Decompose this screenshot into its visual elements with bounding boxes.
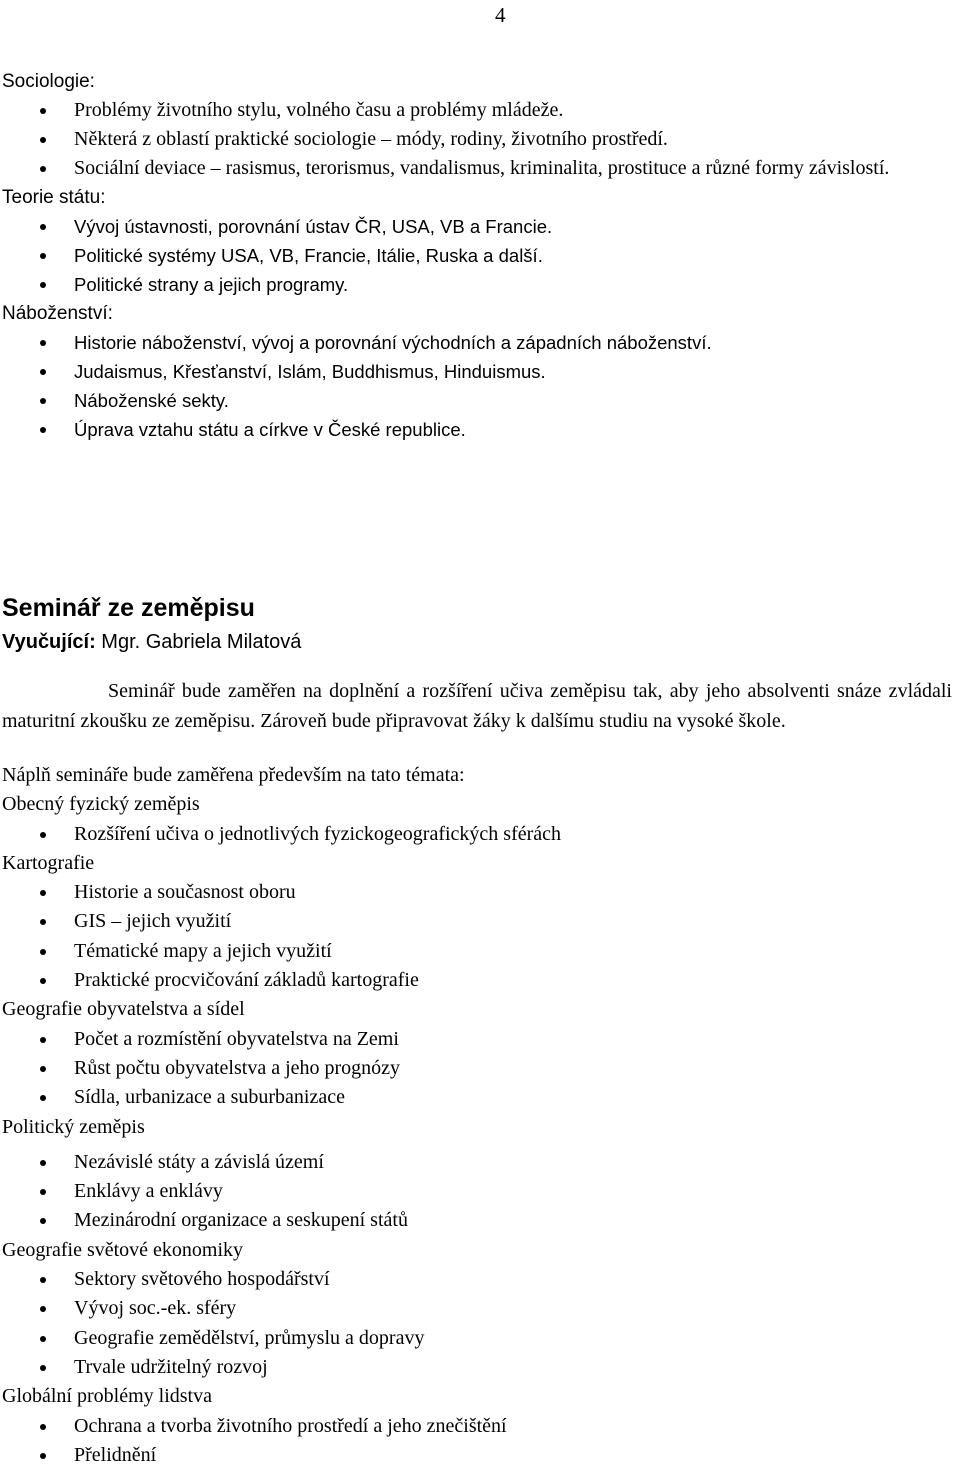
list-item: Ochrana a tvorba životního prostředí a jeho znečištění: [2, 1412, 952, 1441]
list-item: Sídla, urbanizace a suburbanizace: [2, 1083, 952, 1112]
topic-heading-economy: Geografie světové ekonomiky: [2, 1238, 244, 1261]
list-item: Tématické mapy a jejich využití: [2, 937, 952, 966]
bullet-icon: [40, 137, 46, 143]
bullet-icon: [40, 1424, 46, 1430]
topic-heading-political: Politický zeměpis: [2, 1115, 145, 1138]
list-item: Historie náboženství, vývoj a porovnání východních a západních náboženství.: [2, 328, 952, 357]
teacher-name: Mgr. Gabriela Milatová: [101, 631, 302, 653]
bullet-icon: [40, 1218, 46, 1224]
state-theory-list: [2, 212, 952, 299]
bullet-icon: [40, 1095, 46, 1101]
list-item: Náboženské sekty.: [2, 386, 952, 415]
list-item: Praktické procvičování základů kartografie: [2, 966, 952, 995]
list-item: Vývoj soc.-ek. sféry: [2, 1294, 952, 1323]
list-item: Sociální deviace – rasismus, terorismus, vandalismus, kriminalita, prostituce a různé formy závislostí.: [2, 154, 952, 183]
topic-heading-physical: Obecný fyzický zeměpis: [2, 793, 200, 816]
list-item: Politické strany a jejich programy.: [2, 270, 952, 299]
bullet-icon: [40, 166, 46, 172]
bullet-icon: [40, 1306, 46, 1312]
heading-sociology: Sociologie:: [2, 71, 95, 92]
topic-heading-population: Geografie obyvatelstva a sídel: [2, 998, 245, 1021]
topic-heading-global: Globální problémy lidstva: [2, 1385, 212, 1408]
list-item: Geografie zemědělství, průmyslu a dopravy: [2, 1324, 952, 1353]
list-item: Sektory světového hospodářství: [2, 1265, 952, 1294]
bullet-icon: [40, 1037, 46, 1043]
teacher-label: Vyučující:: [2, 631, 96, 653]
list-item: Vývoj ústavnosti, porovnání ústav ČR, USA, VB a Francie.: [2, 212, 952, 241]
list-item: Mezinárodní organizace a seskupení států: [2, 1206, 952, 1235]
list-item: Přelidnění: [2, 1441, 952, 1470]
sociology-list: [2, 96, 952, 183]
topic-heading-cartography: Kartografie: [2, 851, 95, 874]
topic-list-global: [2, 1412, 952, 1470]
bullet-icon: [40, 919, 46, 925]
seminar-intro: Seminář bude zaměřen na doplnění a rozšíření učiva zeměpisu tak, aby jeho absolventi snáze zvládali maturitní zkoušku ze zeměpisu. Zároveň bude připravovat žáky k dalšímu studiu na vysoké škole.: [2, 680, 952, 732]
bullet-icon: [40, 108, 46, 114]
bullet-icon: [40, 282, 46, 288]
bullet-icon: [40, 1277, 46, 1283]
heading-religion: Náboženství:: [2, 303, 113, 324]
bullet-icon: [40, 1336, 46, 1342]
topic-list-physical: [2, 820, 952, 849]
list-item: Některá z oblastí praktické sociologie – módy, rodiny, životního prostředí.: [2, 125, 952, 154]
bullet-icon: [40, 890, 46, 896]
topic-list-population: [2, 1025, 952, 1113]
list-item: Rozšíření učiva o jednotlivých fyzickogeografických sférách: [2, 820, 952, 849]
bullet-icon: [40, 1066, 46, 1072]
list-item: Úprava vztahu státu a církve v České republice.: [2, 415, 952, 444]
social-sciences-section: [2, 67, 952, 444]
list-item: Politické systémy USA, VB, Francie, Itálie, Ruska a další.: [2, 241, 952, 270]
bullet-icon: [40, 978, 46, 984]
bullet-icon: [40, 1453, 46, 1459]
bullet-icon: [40, 224, 46, 230]
list-item: GIS – jejich využití: [2, 907, 952, 936]
religion-list: [2, 328, 952, 444]
topic-list-economy: [2, 1265, 952, 1382]
bullet-icon: [40, 253, 46, 259]
teacher-line: [2, 627, 301, 657]
content-intro: Náplň semináře bude zaměřena především na tato témata:: [2, 764, 465, 786]
geography-topics: [2, 761, 952, 1470]
list-item: Nezávislé státy a závislá území: [2, 1148, 952, 1177]
heading-state-theory: Teorie státu:: [2, 187, 106, 208]
bullet-icon: [40, 369, 46, 375]
seminar-title: Seminář ze zeměpisu: [2, 594, 255, 622]
bullet-icon: [40, 1189, 46, 1195]
list-item: Počet a rozmístění obyvatelstva na Zemi: [2, 1025, 952, 1054]
bullet-icon: [40, 340, 46, 346]
list-item: Růst počtu obyvatelstva a jeho prognózy: [2, 1054, 952, 1083]
topic-list-political: [2, 1148, 952, 1236]
bullet-icon: [40, 949, 46, 955]
page-number: 4: [495, 3, 506, 27]
list-item: Judaismus, Křesťanství, Islám, Buddhismus, Hinduismus.: [2, 357, 952, 386]
topic-list-cartography: [2, 878, 952, 995]
list-item: Trvale udržitelný rozvoj: [2, 1353, 952, 1382]
bullet-icon: [40, 427, 46, 433]
list-item: Enklávy a enklávy: [2, 1177, 952, 1206]
bullet-icon: [40, 832, 46, 838]
list-item: Historie a současnost oboru: [2, 878, 952, 907]
bullet-icon: [40, 1160, 46, 1166]
bullet-icon: [40, 1365, 46, 1371]
bullet-icon: [40, 398, 46, 404]
list-item: Problémy životního stylu, volného času a problémy mládeže.: [2, 96, 952, 125]
